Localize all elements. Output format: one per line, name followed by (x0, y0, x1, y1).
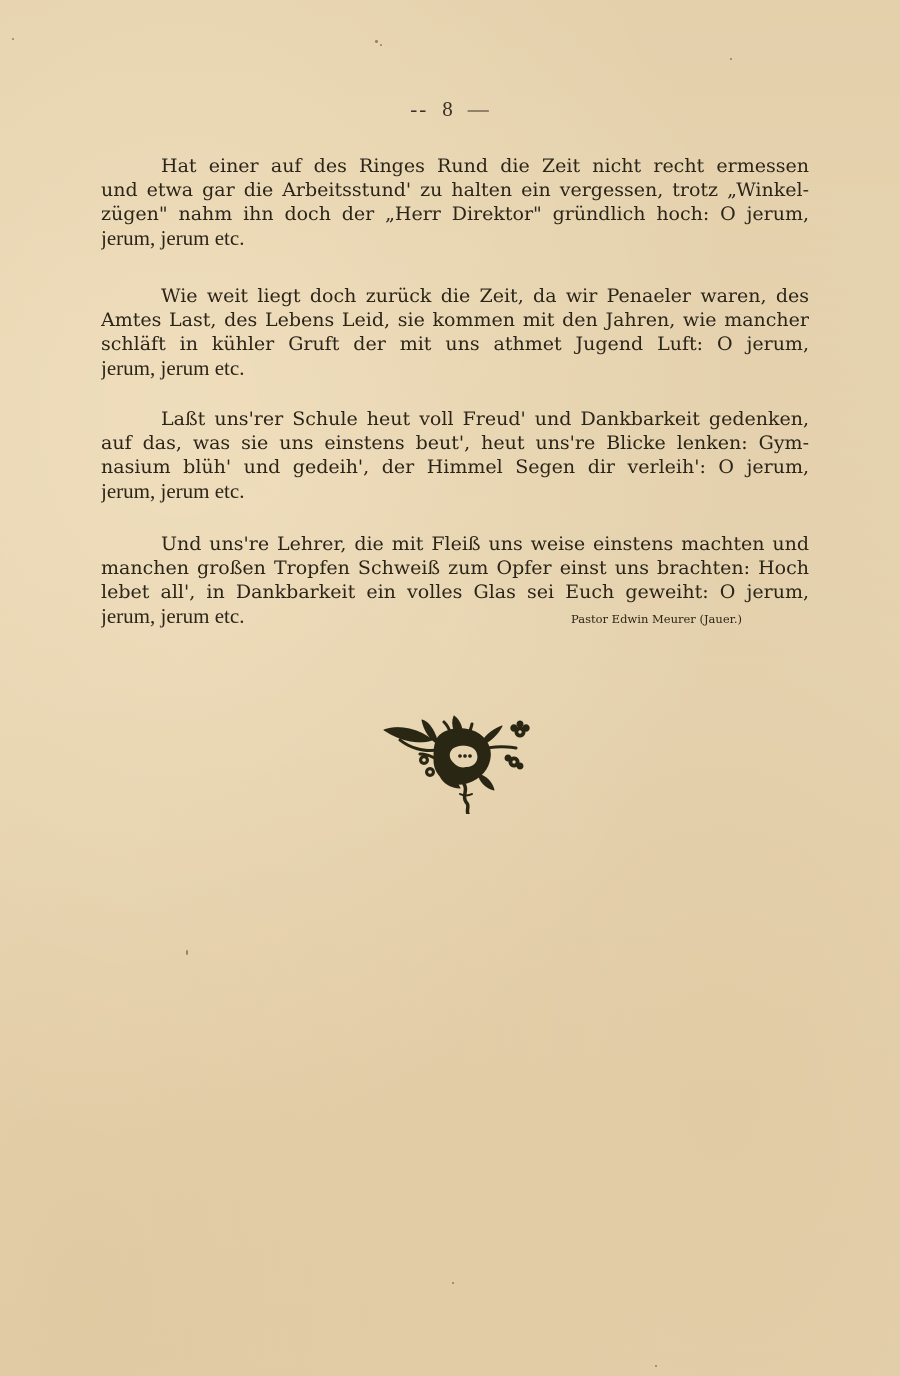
stanza-line: zügen" nahm ihn doch der „Herr Direktor" gründlich hoch: O jerum, (101, 203, 809, 225)
page-number-dash-left: -- (410, 97, 429, 121)
refrain-text: jerum, jerum etc. (101, 226, 245, 250)
stanza-line: Hat einer auf des Ringes Rund die Zeit nicht recht ermessen (161, 155, 809, 177)
refrain-text: jerum, jerum etc. (101, 479, 245, 503)
page-number-dash-right: — (467, 97, 490, 121)
stanza-2 (101, 284, 809, 380)
page-number: 8 (442, 97, 454, 121)
paper-speck (375, 40, 378, 43)
refrain-text: jerum, jerum etc. (101, 604, 245, 628)
stanza-line: Amtes Last, des Lebens Leid, sie kommen mit den Jahren, wie mancher (101, 309, 809, 331)
stanza-refrain (101, 479, 809, 503)
paper-speck (186, 950, 188, 955)
paper-speck (380, 44, 382, 46)
stanza-line: und etwa gar die Arbeitsstund' zu halten ein vergessen, trotz „Winkel- (101, 179, 809, 201)
paper-speck (12, 38, 14, 40)
stanza-line: Und uns're Lehrer, die mit Fleiß uns weise einstens machten und (161, 533, 809, 555)
floral-vignette-icon (380, 710, 532, 814)
stanza-3 (101, 407, 809, 503)
paper-speck (452, 1282, 454, 1284)
stanza-refrain (101, 226, 809, 250)
author-attribution: Pastor Edwin Meurer (Jauer.) (571, 612, 743, 626)
stanza-line: nasium blüh' und gedeih', der Himmel Segen dir verleih': O jerum, (101, 456, 809, 478)
page-header (0, 97, 900, 122)
refrain-text: jerum, jerum etc. (101, 356, 245, 380)
stanza-1 (101, 154, 809, 250)
stanza-line: manchen großen Tropfen Schweiß zum Opfer einst uns brachten: Hoch (101, 557, 809, 579)
paper-speck (730, 58, 732, 60)
stanza-line: auf das, was sie uns einstens beut', heut uns're Blicke lenken: Gym- (101, 432, 809, 454)
stanza-line: Laßt uns'rer Schule heut voll Freud' und Dankbarkeit gedenken, (161, 408, 809, 430)
stanza-line: schläft in kühler Gruft der mit uns athmet Jugend Luft: O jerum, (101, 333, 809, 355)
stanza-line: Wie weit liegt doch zurück die Zeit, da wir Penaeler waren, des (161, 285, 809, 307)
stanza-line: lebet all', in Dankbarkeit ein volles Glas sei Euch geweiht: O jerum, (101, 581, 809, 603)
stanza-refrain (101, 356, 809, 380)
paper-speck (655, 1365, 657, 1367)
